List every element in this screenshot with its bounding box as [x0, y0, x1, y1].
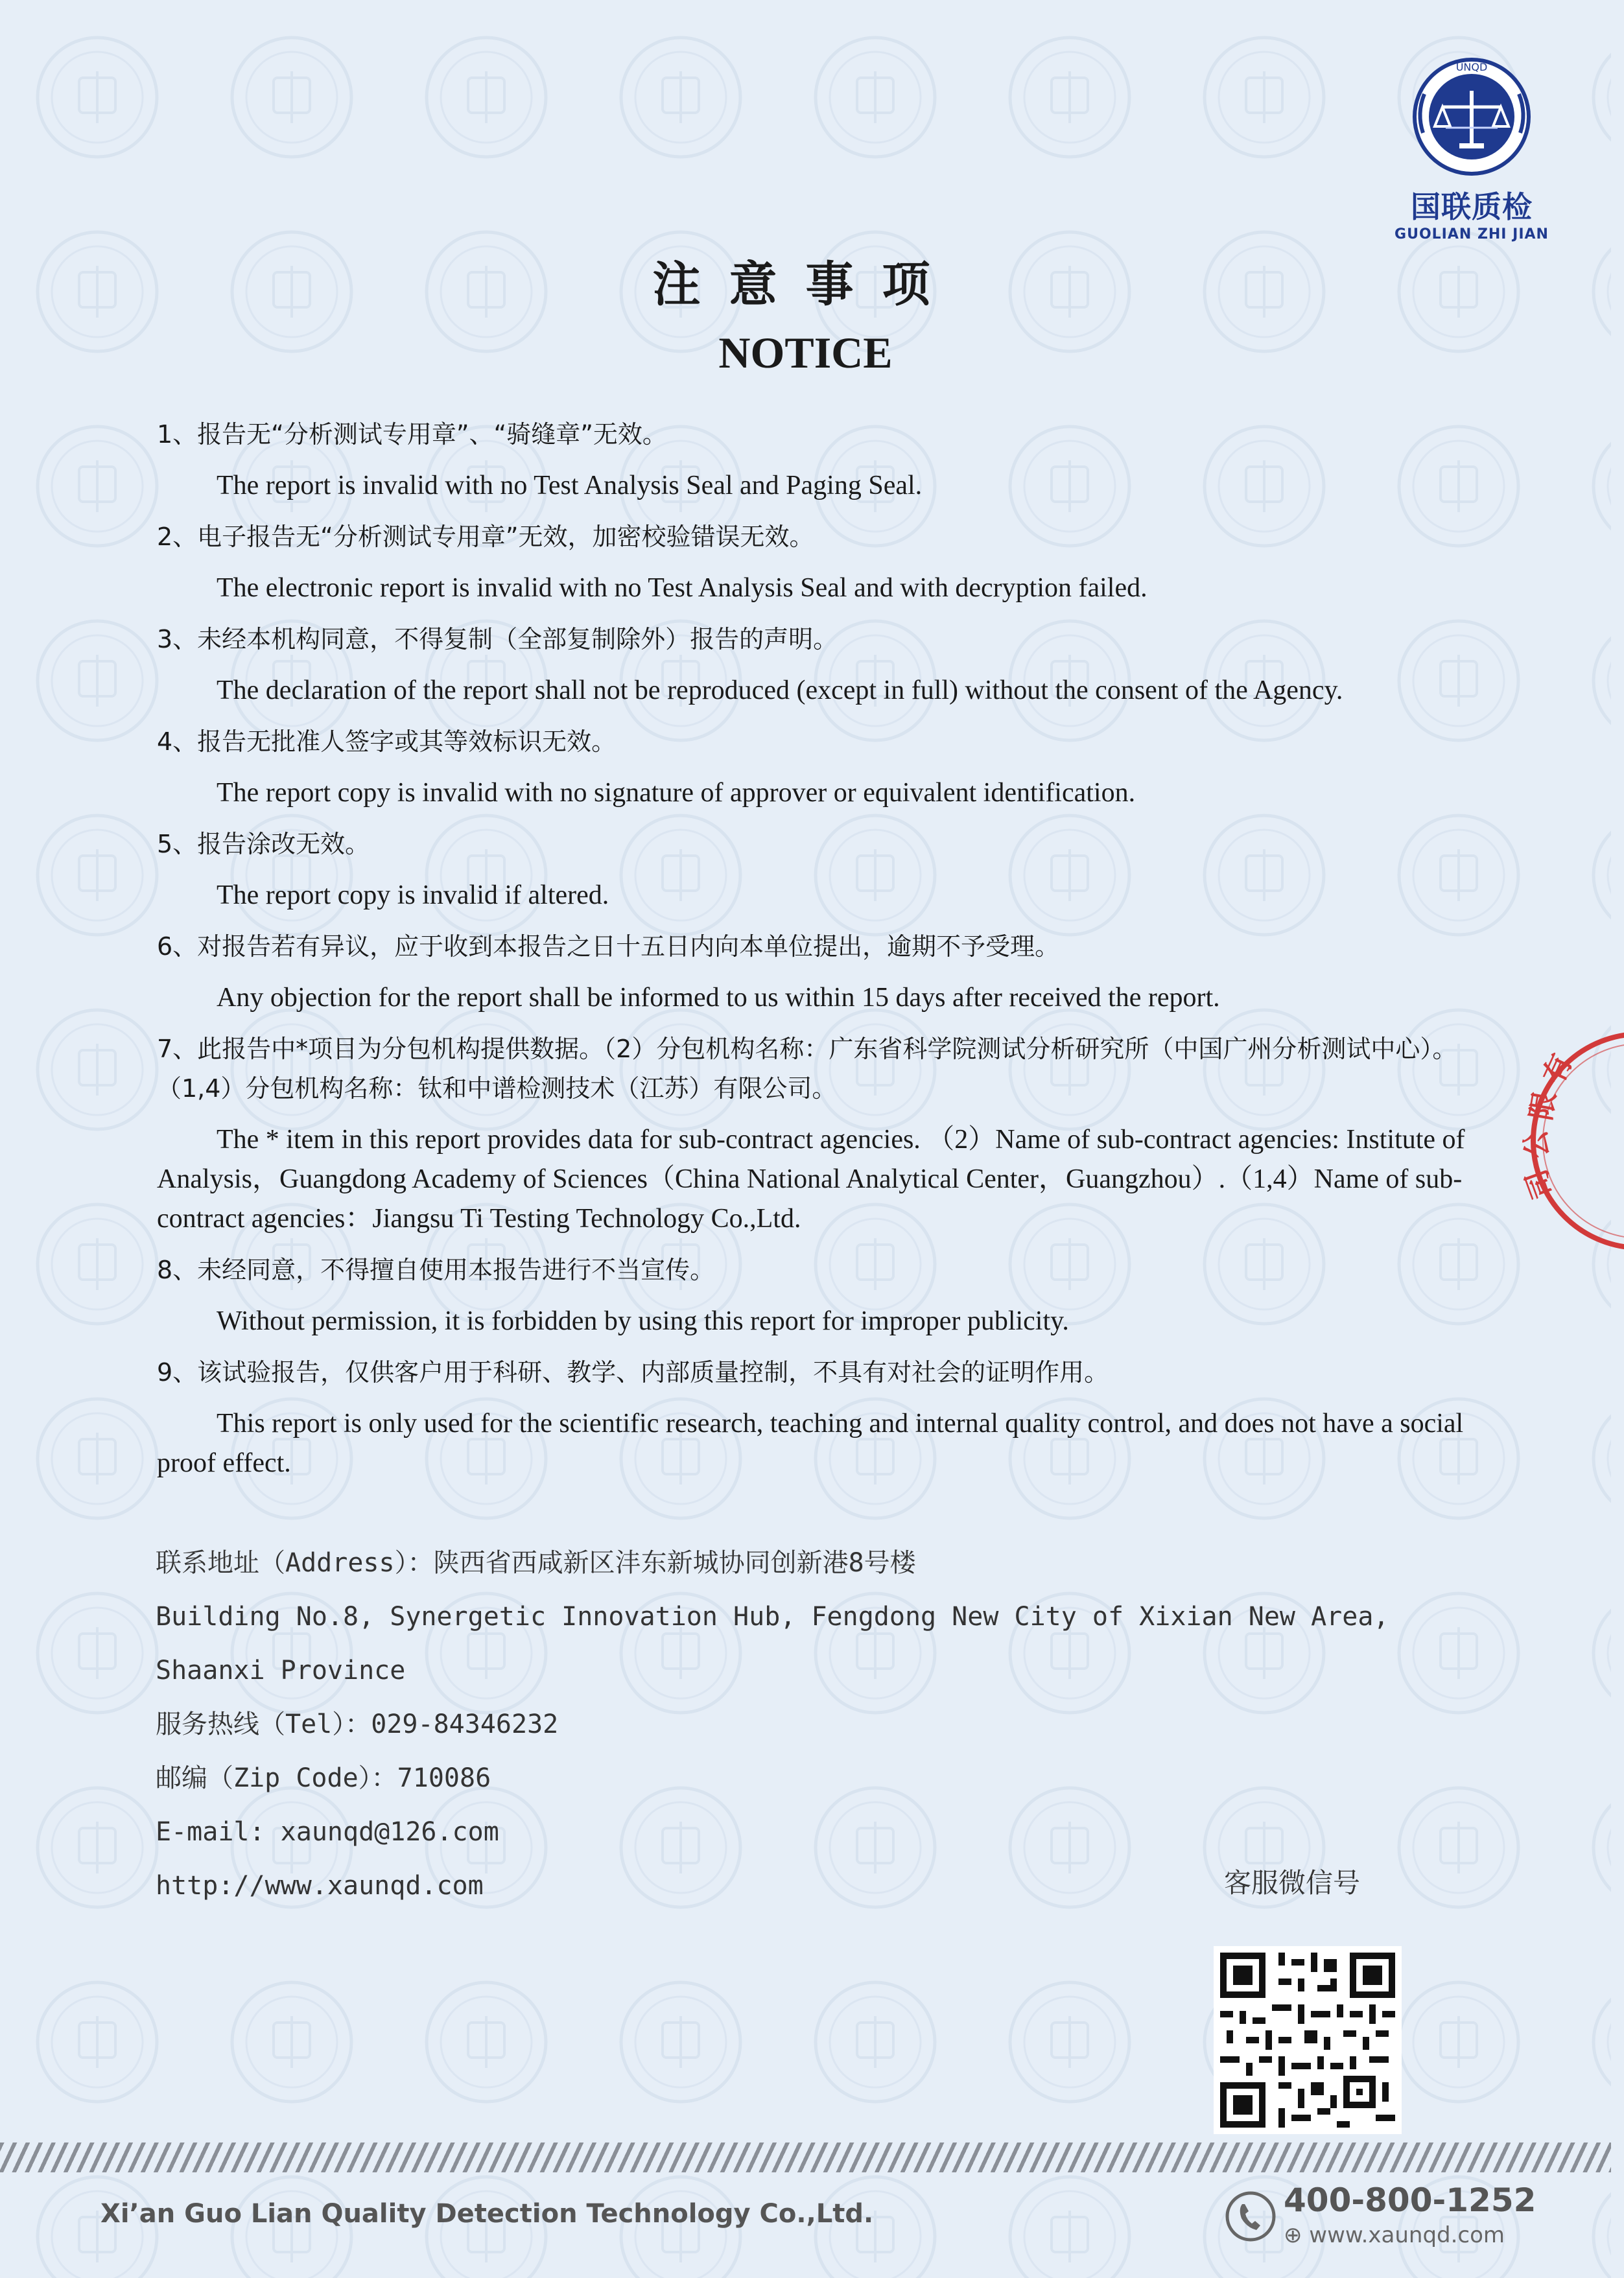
svg-text:UNQD: UNQD [1455, 61, 1488, 73]
wechat-label: 客服微信号 [1224, 1867, 1361, 1899]
notice-1-en: The report is invalid with no Test Analysis Seal and Paging Seal. [217, 471, 923, 500]
footer-website[interactable]: ⊕ www.xaunqd.com [1284, 2222, 1505, 2248]
contact-email[interactable]: E-mail: xaunqd@126.com [156, 1817, 499, 1847]
notice-2-en: The electronic report is invalid with no Test Analysis Seal and with decryption failed. [217, 573, 1147, 603]
svg-text:司: 司 [1520, 1164, 1561, 1203]
contact-address-cn: 联系地址（Address）：陕西省西咸新区沣东新城协同创新港8号楼 [156, 1548, 916, 1578]
logo-name-en: GUOLIAN ZHI JIAN [1395, 226, 1549, 242]
footer-phone[interactable]: 400-800-1252 [1284, 2181, 1536, 2219]
svg-text:限: 限 [1524, 1088, 1562, 1123]
page-title-en: NOTICE [718, 328, 893, 377]
notice-6-en: Any objection for the report shall be informed to us within 15 days after received the report. [217, 983, 1220, 1013]
scales-emblem-icon [1397, 55, 1546, 178]
notice-4-en: The report copy is invalid with no signature of approver or equivalent identification. [217, 778, 1136, 808]
notice-8-cn: 8、未经同意，不得擅自使用本报告进行不当宣传。 [157, 1256, 715, 1284]
contact-tel: 服务热线（Tel）：029-84346232 [156, 1709, 559, 1739]
page-title-cn: 注意事项 [652, 257, 959, 312]
notice-2-cn: 2、电子报告无“分析测试专用章”无效，加密校验错误无效。 [157, 523, 814, 551]
contact-zip: 邮编（Zip Code）：710086 [156, 1763, 491, 1793]
notice-3-en: The declaration of the report shall not be reproduced (except in full) without the consent of the Agency. [217, 675, 1343, 705]
notice-5-en: The report copy is invalid if altered. [217, 880, 609, 910]
svg-text:公: 公 [1519, 1128, 1555, 1160]
notice-4-cn: 4、报告无批准人签字或其等效标识无效。 [157, 727, 617, 756]
notice-9-cn: 9、该试验报告，仅供客户用于科研、教学、内部质量控制，不具有对社会的证明作用。 [157, 1358, 1109, 1387]
phone-icon [1224, 2190, 1277, 2243]
notice-3-cn: 3、未经本机构同意，不得复制（全部复制除外）报告的声明。 [157, 625, 838, 653]
contact-block [156, 1536, 1485, 1913]
notice-6-cn: 6、对报告若有异议，应于收到本报告之日十五日内向本单位提出，逾期不予受理。 [157, 932, 1060, 961]
svg-text:有: 有 [1536, 1049, 1579, 1089]
company-logo [1394, 55, 1549, 242]
notice-7-en: The * item in this report provides data for sub-contract agencies. （2）Name of sub-contract agencies: Institute of Analysis，Guangdong Academy of Sciences（China National Analytical Center，Guangzhou）.（1,4）Name of sub-contract agencies：Jiangsu Ti Testing Technology Co.,Ltd. [157, 1125, 1465, 1234]
logo-name-cn: 国联质检 [1411, 189, 1533, 224]
footer-website-text: www.xaunqd.com [1309, 2222, 1505, 2248]
notice-9-en: This report is only used for the scientific research, teaching and internal quality control, and does not have a social proof effect. [157, 1409, 1464, 1478]
contact-url[interactable]: http://www.xaunqd.com [156, 1871, 484, 1901]
notice-5-cn: 5、报告涂改无效。 [157, 830, 370, 858]
red-seal-stamp [1519, 1024, 1624, 1258]
notice-8-en: Without permission, it is forbidden by using this report for improper publicity. [217, 1306, 1069, 1336]
notice-1-cn: 1、报告无“分析测试专用章”、“骑缝章”无效。 [157, 420, 667, 449]
notice-7-cn: 7、此报告中*项目为分包机构提供数据。（2）分包机构名称：广东省科学院测试分析研究所（中国广州分析测试中心）。（1,4）分包机构名称：钛和中谱检测技术（江苏）有限公司。 [157, 1035, 1457, 1103]
footer-stripe [0, 2143, 1611, 2172]
contact-address-en: Building No.8, Synergetic Innovation Hub, Fengdong New City of Xixian New Area, Shaanxi Province [156, 1602, 1389, 1685]
footer-company-name: Xi’an Guo Lian Quality Detection Technology Co.,Ltd. [100, 2199, 874, 2229]
wechat-qr-code [1214, 1946, 1402, 2134]
notice-list [157, 415, 1473, 1495]
